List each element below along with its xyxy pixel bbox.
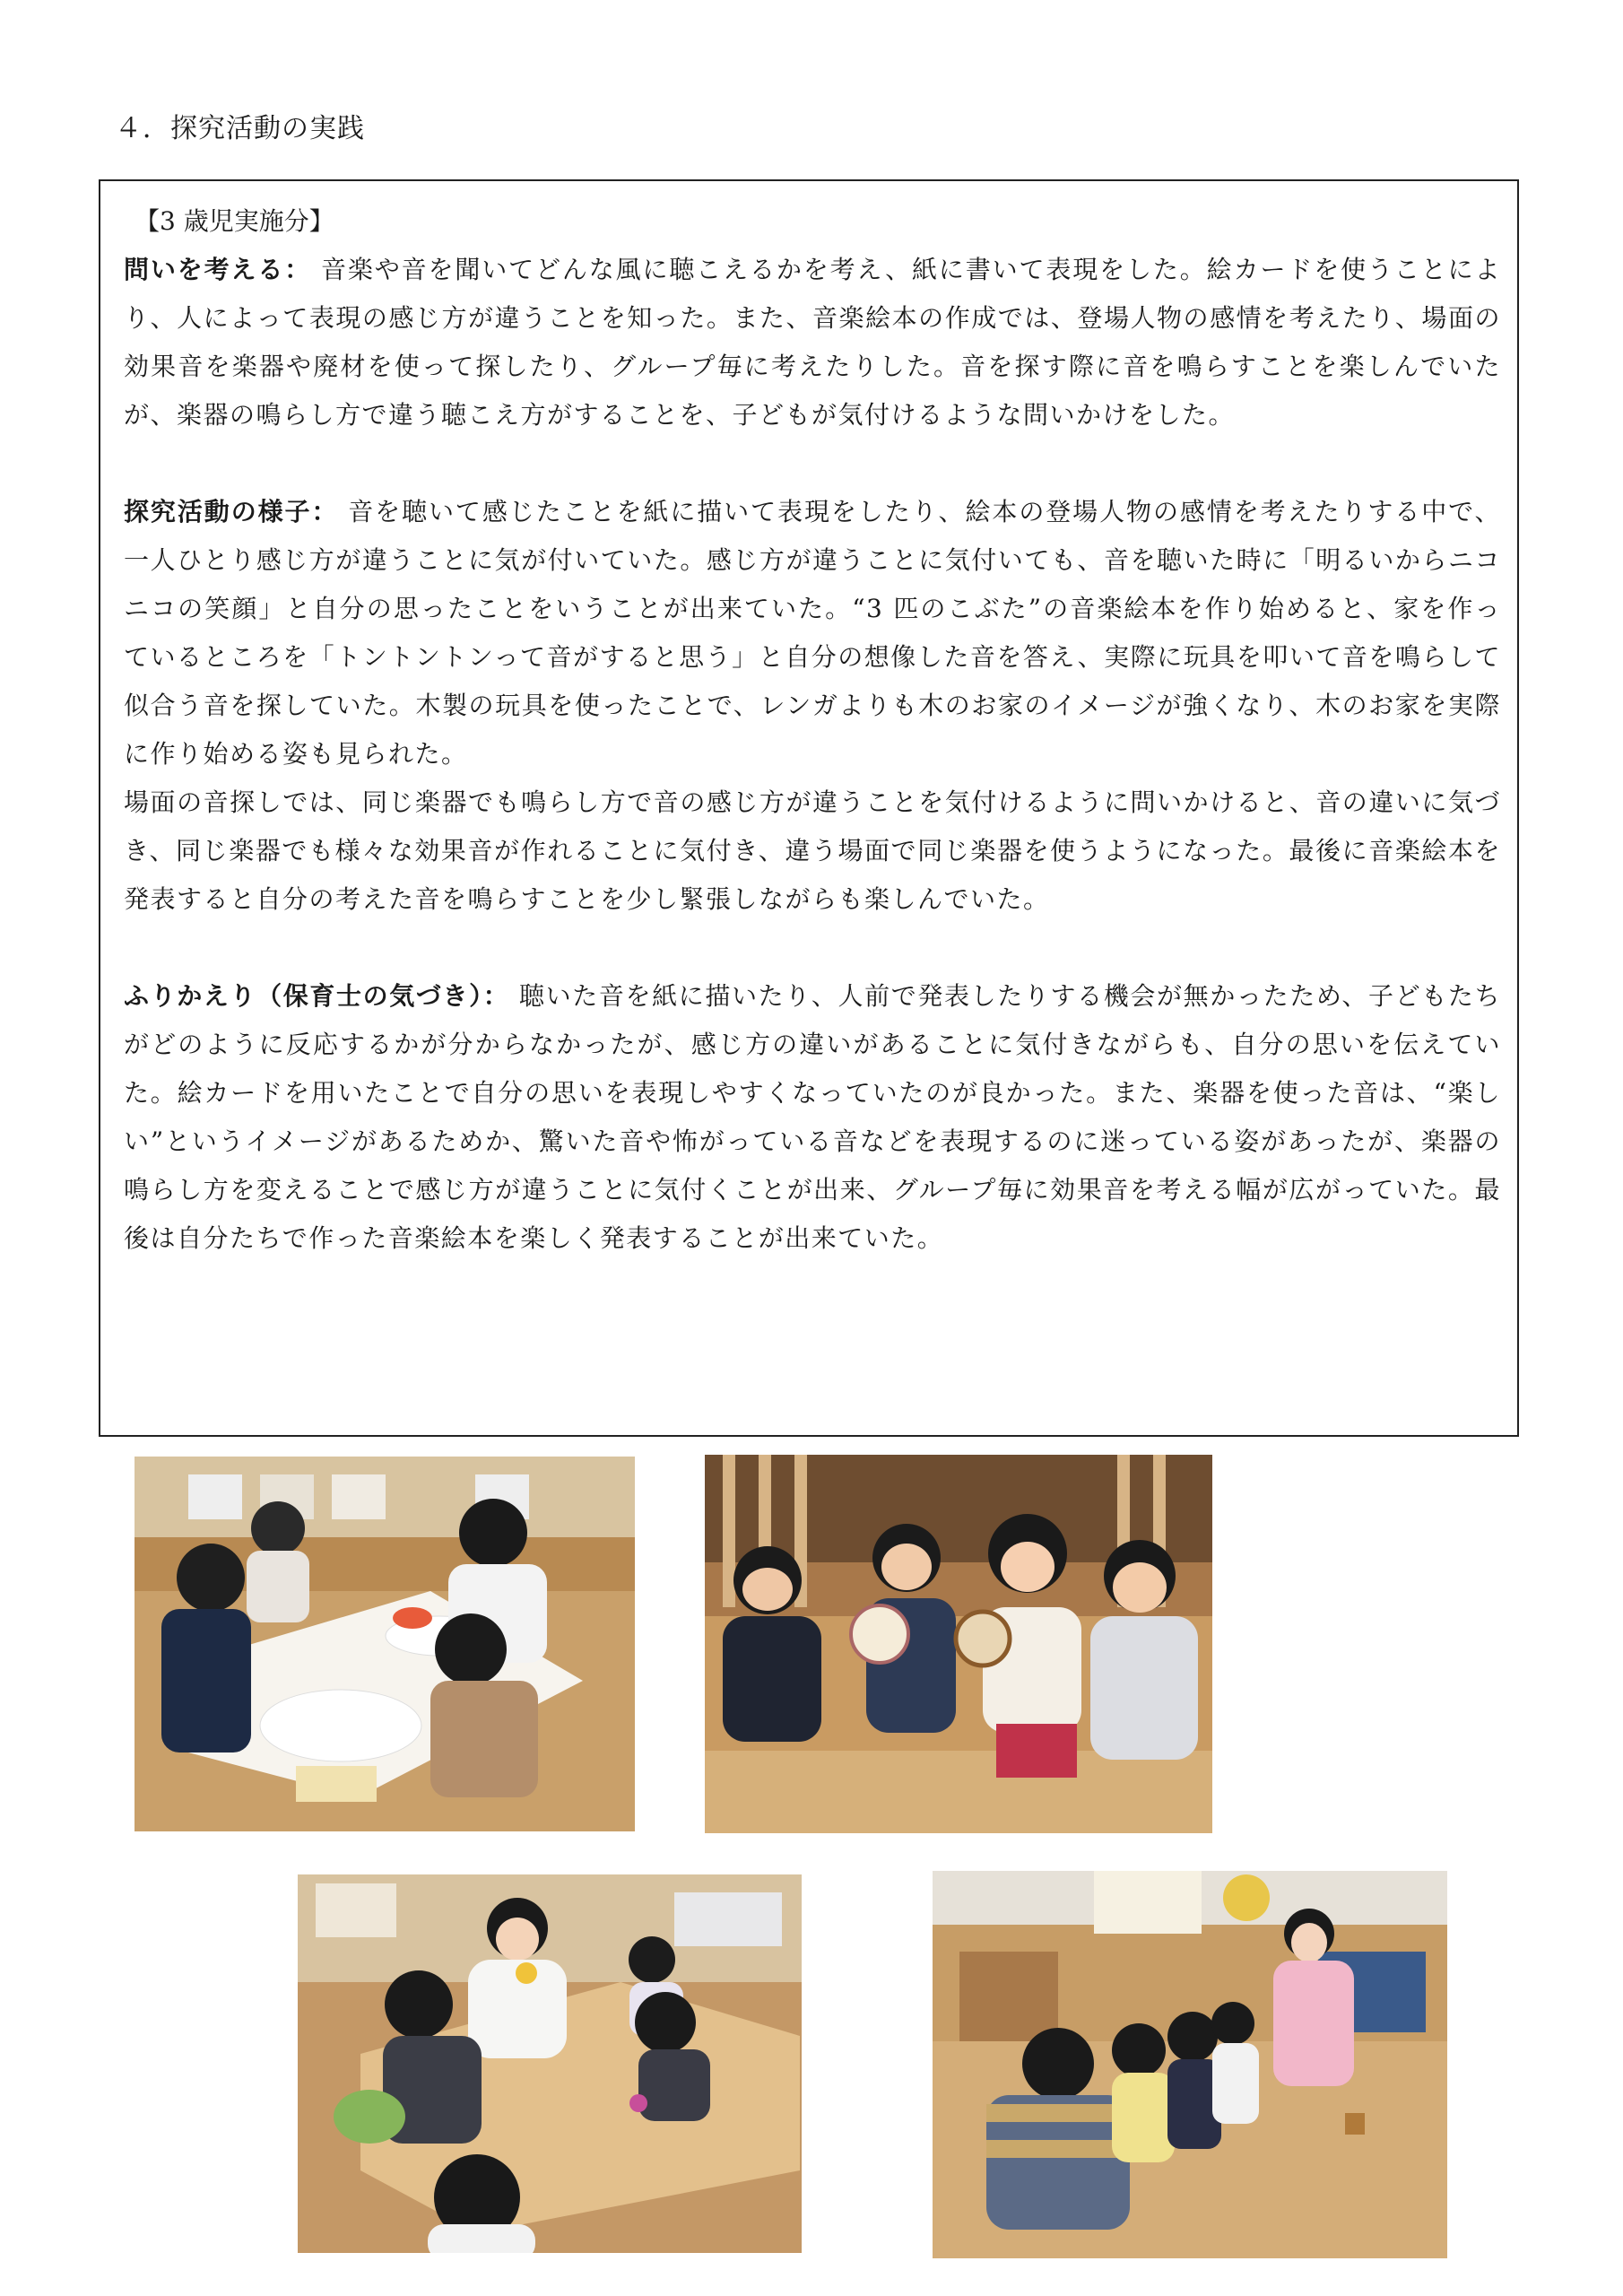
report-box — [99, 179, 1519, 1437]
questions-paragraph — [124, 246, 1501, 439]
reflection-lead: ふりかえり（保育士の気づき）： — [124, 981, 510, 1011]
activity-lead: 探究活動の様子： — [124, 497, 339, 526]
questions-lead: 問いを考える： — [124, 255, 312, 284]
activity-text: 音を聴いて感じたことを紙に描いて表現をしたり、絵本の登場人物の感情を考えたりする中で、一人ひとり感じ方が違うことに気が付いていた。感じ方が違うことに気付いても、音を聴いた時に「明るいからニコニコの笑顔」と自分の思ったことをいうことが出来ていた。“3 匹のこぶた”の音楽絵本を作り始めると、家を作っているところを「トントントンって音がすると思う」と自分の想像した音を答え、実際に玩具を叩いて音を鳴らして似合う音を探していた。木製の玩具を使ったことで、レンガよりも木のお家のイメージが強くなり、木のお家を実際に作り始める姿も見られた。 — [124, 497, 1501, 769]
age-group-subtitle: 【3 歳児実施分】 — [135, 206, 334, 236]
photo-children-drawing — [135, 1457, 635, 1831]
report-content — [124, 197, 1501, 1263]
activity-paragraph-2: 場面の音探しでは、同じ楽器でも鳴らし方で音の感じ方が違うことを気付けるように問いかけると、音の違いに気づき、同じ楽器でも様々な効果音が作れることに気付き、違う場面で同じ楽器を使うようになった。最後に音楽絵本を発表すると自分の考えた音を鳴らすことを少し緊張しながらも楽しんでいた。 — [124, 787, 1501, 914]
section-heading: ４．探究活動の実践 — [115, 113, 365, 144]
questions-text: 音楽や音を聞いてどんな風に聴こえるかを考え、紙に書いて表現をした。絵カードを使うことにより、人によって表現の感じ方が違うことを知った。また、音楽絵本の作成では、登場人物の感情を考えたり、場面の効果音を楽器や廃材を使って探したり、グループ毎に考えたりした。音を探す際に音を鳴らすことを楽しんでいたが、楽器の鳴らし方で違う聴こえ方がすることを、子どもが気付けるような問いかけをした。 — [124, 255, 1501, 430]
photo-teacher-table — [298, 1874, 802, 2253]
reflection-paragraph — [124, 972, 1501, 1263]
photo-children-tambourines — [705, 1455, 1212, 1833]
reflection-text: 聴いた音を紙に描いたり、人前で発表したりする機会が無かったため、子どもたちがどのように反応するかが分からなかったが、感じ方の違いがあることに気付きながらも、自分の思いを伝えていた。絵カードを用いたことで自分の思いを表現しやすくなっていたのが良かった。また、楽器を使った音は、“楽しい”というイメージがあるためか、驚いた音や怖がっている音などを表現するのに迷っている姿があったが、楽器の鳴らし方を変えることで感じ方が違うことに気付くことが出来、グループ毎に効果音を考える幅が広がっていた。最後は自分たちで作った音楽絵本を楽しく発表することが出来ていた。 — [124, 981, 1501, 1253]
activity-paragraph — [124, 488, 1501, 778]
photo-floor-activity — [933, 1871, 1447, 2258]
